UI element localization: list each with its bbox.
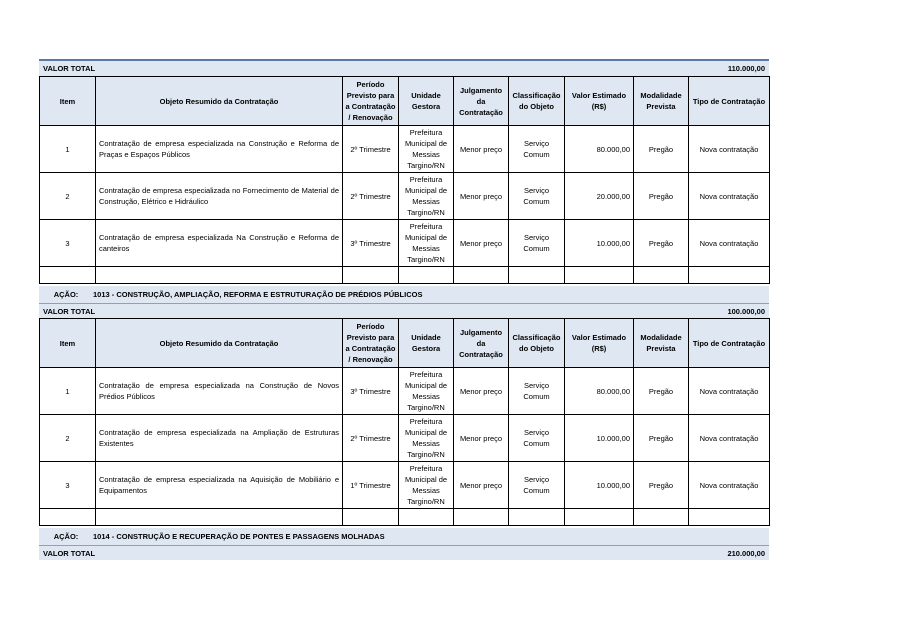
col-modalidade: Modalidade Prevista (634, 319, 689, 368)
acao-description: 1014 - CONSTRUÇÃO E RECUPERAÇÃO DE PONTES E PASSAGENS MOLHADAS (93, 532, 385, 541)
acao-bar-1 (39, 286, 769, 303)
col-periodo: Período Previsto para a Contratação / Renovação (343, 319, 399, 368)
cell-objeto: Contratação de empresa especializada na Construção de Novos Prédios Públicos (96, 368, 343, 415)
col-objeto: Objeto Resumido da Contratação (96, 319, 343, 368)
table-row (40, 415, 770, 462)
empty-row (40, 509, 770, 526)
cell-unidade: Prefeitura Municipal de Messias Targino/RN (399, 462, 454, 509)
contracts-table-2 (39, 318, 770, 526)
cell-objeto: Contratação de empresa especializada na Ampliação de Estruturas Existentes (96, 415, 343, 462)
col-julgamento: Julgamento da Contratação (454, 77, 509, 126)
col-classificacao: Classificação do Objeto (509, 319, 565, 368)
cell-julgamento: Menor preço (454, 368, 509, 415)
table-row (40, 462, 770, 509)
cell-periodo: 3º Trimestre (343, 220, 399, 267)
col-modalidade: Modalidade Prevista (634, 77, 689, 126)
col-unidade: Unidade Gestora (399, 319, 454, 368)
cell-unidade: Prefeitura Municipal de Messias Targino/RN (399, 368, 454, 415)
table-row (40, 126, 770, 173)
valor-total-amount: 100.000,00 (727, 306, 765, 316)
cell-classificacao: Serviço Comum (509, 415, 565, 462)
acao-bar-2 (39, 528, 769, 545)
cell-tipo: Nova contratação (689, 126, 770, 173)
cell-item: 2 (40, 415, 96, 462)
cell-tipo: Nova contratação (689, 368, 770, 415)
cell-classificacao: Serviço Comum (509, 173, 565, 220)
valor-total-bar-2 (39, 303, 769, 318)
cell-classificacao: Serviço Comum (509, 368, 565, 415)
acao-description: 1013 - CONSTRUÇÃO, AMPLIAÇÃO, REFORMA E ESTRUTURAÇÃO DE PRÉDIOS PÚBLICOS (93, 290, 423, 299)
cell-julgamento: Menor preço (454, 126, 509, 173)
cell-objeto: Contratação de empresa especializada Na Construção e Reforma de canteiros (96, 220, 343, 267)
table-header-row (40, 77, 770, 126)
cell-periodo: 1º Trimestre (343, 462, 399, 509)
cell-item: 2 (40, 173, 96, 220)
cell-tipo: Nova contratação (689, 220, 770, 267)
cell-modalidade: Pregão (634, 220, 689, 267)
col-tipo: Tipo de Contratação (689, 77, 770, 126)
cell-classificacao: Serviço Comum (509, 462, 565, 509)
contracts-table-1 (39, 76, 770, 284)
cell-periodo: 2º Trimestre (343, 415, 399, 462)
valor-total-label: VALOR TOTAL (43, 306, 96, 316)
cell-julgamento: Menor preço (454, 462, 509, 509)
cell-item: 1 (40, 368, 96, 415)
col-classificacao: Classificação do Objeto (509, 77, 565, 126)
cell-julgamento: Menor preço (454, 415, 509, 462)
cell-valor: 10.000,00 (565, 220, 634, 267)
valor-total-label: VALOR TOTAL (43, 64, 96, 73)
cell-unidade: Prefeitura Municipal de Messias Targino/RN (399, 173, 454, 220)
cell-unidade: Prefeitura Municipal de Messias Targino/RN (399, 126, 454, 173)
procurement-plan-sheet (39, 59, 769, 560)
col-periodo: Período Previsto para a Contratação / Renovação (343, 77, 399, 126)
cell-objeto: Contratação de empresa especializada na Construção e Reforma de Praças e Espaços Públicos (96, 126, 343, 173)
cell-tipo: Nova contratação (689, 462, 770, 509)
cell-tipo: Nova contratação (689, 173, 770, 220)
table-row (40, 173, 770, 220)
table-row (40, 368, 770, 415)
valor-total-bar-1 (39, 59, 769, 76)
valor-total-label: VALOR TOTAL (43, 548, 96, 558)
cell-tipo: Nova contratação (689, 415, 770, 462)
valor-total-amount: 210.000,00 (727, 548, 765, 558)
cell-objeto: Contratação de empresa especializada no Fornecimento de Material de Construção, Elétrico e Hidráulico (96, 173, 343, 220)
cell-valor: 20.000,00 (565, 173, 634, 220)
valor-total-amount: 110.000,00 (727, 64, 765, 73)
col-valor: Valor Estimado (R$) (565, 77, 634, 126)
cell-modalidade: Pregão (634, 415, 689, 462)
cell-unidade: Prefeitura Municipal de Messias Targino/RN (399, 415, 454, 462)
cell-item: 3 (40, 462, 96, 509)
cell-periodo: 3º Trimestre (343, 368, 399, 415)
valor-total-bar-3 (39, 545, 769, 560)
table-header-row (40, 319, 770, 368)
cell-valor: 80.000,00 (565, 126, 634, 173)
cell-julgamento: Menor preço (454, 220, 509, 267)
col-item: Item (40, 77, 96, 126)
col-tipo: Tipo de Contratação (689, 319, 770, 368)
empty-row (40, 267, 770, 284)
col-item: Item (40, 319, 96, 368)
table-row (40, 220, 770, 267)
cell-modalidade: Pregão (634, 368, 689, 415)
cell-unidade: Prefeitura Municipal de Messias Targino/RN (399, 220, 454, 267)
cell-item: 3 (40, 220, 96, 267)
col-objeto: Objeto Resumido da Contratação (96, 77, 343, 126)
cell-valor: 10.000,00 (565, 415, 634, 462)
cell-modalidade: Pregão (634, 126, 689, 173)
cell-valor: 80.000,00 (565, 368, 634, 415)
cell-objeto: Contratação de empresa especializada na Aquisição de Mobiliário e Equipamentos (96, 462, 343, 509)
cell-modalidade: Pregão (634, 462, 689, 509)
cell-item: 1 (40, 126, 96, 173)
cell-classificacao: Serviço Comum (509, 220, 565, 267)
acao-label: AÇÃO: (53, 532, 79, 541)
cell-modalidade: Pregão (634, 173, 689, 220)
cell-periodo: 2º Trimestre (343, 173, 399, 220)
cell-classificacao: Serviço Comum (509, 126, 565, 173)
acao-label: AÇÃO: (53, 290, 79, 299)
cell-valor: 10.000,00 (565, 462, 634, 509)
cell-julgamento: Menor preço (454, 173, 509, 220)
col-unidade: Unidade Gestora (399, 77, 454, 126)
col-julgamento: Julgamento da Contratação (454, 319, 509, 368)
cell-periodo: 2º Trimestre (343, 126, 399, 173)
col-valor: Valor Estimado (R$) (565, 319, 634, 368)
